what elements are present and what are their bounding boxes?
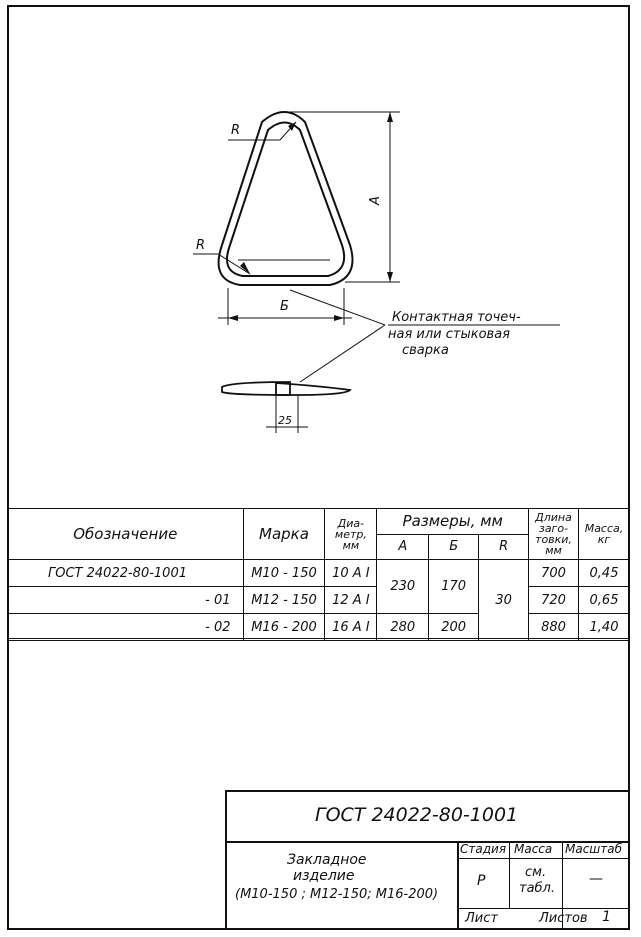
col-b: Б	[429, 534, 479, 560]
sheet-label: Лист	[465, 911, 498, 926]
mass-l1: Масса,	[584, 522, 624, 535]
cell-a-12: 230	[377, 560, 429, 614]
grid-line-v1	[509, 841, 510, 908]
row-mark: М10 - 150	[243, 560, 325, 587]
dim-a: А	[367, 196, 383, 205]
dim-25: 25	[278, 414, 292, 427]
row-mass: 1,40	[578, 614, 629, 641]
dim-r-left: R	[196, 238, 206, 253]
title-block	[225, 790, 630, 930]
row-designation: - 02	[8, 614, 244, 641]
row-diameter: 10 А І	[325, 560, 377, 587]
mass-l2: кг	[597, 533, 611, 546]
row-length: 880	[529, 614, 579, 641]
mass-value-l2: табл.	[519, 881, 555, 896]
loop-inner	[227, 123, 344, 277]
col-blank-length	[529, 509, 579, 560]
row-designation: ГОСТ 24022-80-1001	[8, 560, 244, 587]
col-r: R	[479, 534, 529, 560]
diameter-l2: метр,	[334, 527, 367, 541]
table-row	[8, 560, 630, 587]
col-mass	[578, 509, 629, 560]
stage-mass-grid	[457, 841, 628, 929]
weld-note-line1: Контактная точеч-	[392, 310, 521, 325]
length-l2: заго-	[538, 522, 569, 535]
length-l3: товки,	[535, 533, 572, 546]
row-mark: М12 - 150	[243, 587, 325, 614]
dim-r-top: R	[231, 123, 241, 138]
weld-note-line2: ная или стыковая	[388, 327, 510, 342]
scale-value: —	[589, 871, 603, 887]
length-l1: Длина	[535, 511, 572, 524]
dim-b: Б	[280, 299, 289, 314]
spec-table	[7, 508, 630, 641]
diameter-l1: Диа-	[337, 516, 365, 530]
scale-label: Масштаб	[565, 842, 623, 856]
row-length: 700	[529, 560, 579, 587]
col-a: А	[377, 534, 429, 560]
grid-line-h1	[457, 858, 628, 859]
cell-b-12: 170	[429, 560, 479, 614]
row-length: 720	[529, 587, 579, 614]
title-name-l1: Закладное	[287, 852, 367, 868]
mass-label: Масса	[514, 842, 553, 856]
separator-line	[7, 638, 630, 639]
diameter-l3: мм	[342, 538, 360, 552]
table-row	[8, 614, 630, 641]
row-designation: - 01	[8, 587, 244, 614]
col-diameter	[325, 509, 377, 560]
cell-b-3: 200	[429, 614, 479, 641]
sheets-count: 1	[602, 909, 611, 925]
col-sizes: Размеры, мм	[377, 509, 529, 535]
row-diameter: 12 А І	[325, 587, 377, 614]
row-mass: 0,65	[578, 587, 629, 614]
stage-label: Стадия	[460, 842, 507, 856]
col-mark: Марка	[243, 509, 325, 560]
row-mass: 0,45	[578, 560, 629, 587]
cell-r-all: 30	[479, 560, 529, 641]
stage-value: Р	[477, 873, 486, 889]
cell-a-3: 280	[377, 614, 429, 641]
title-name-l2: изделие	[293, 868, 355, 884]
sheets-label: Листов	[539, 911, 588, 926]
table-row	[8, 587, 630, 614]
mass-value-l1: см.	[525, 865, 547, 880]
col-designation: Обозначение	[8, 509, 244, 560]
row-diameter: 16 А І	[325, 614, 377, 641]
length-l4: мм	[545, 544, 562, 557]
title-code: ГОСТ 24022-80-1001	[315, 804, 519, 826]
row-mark: М16 - 200	[243, 614, 325, 641]
weld-note-line3: сварка	[402, 343, 449, 358]
title-name-l3: (М10-150 ; М12-150; М16-200)	[235, 887, 439, 902]
